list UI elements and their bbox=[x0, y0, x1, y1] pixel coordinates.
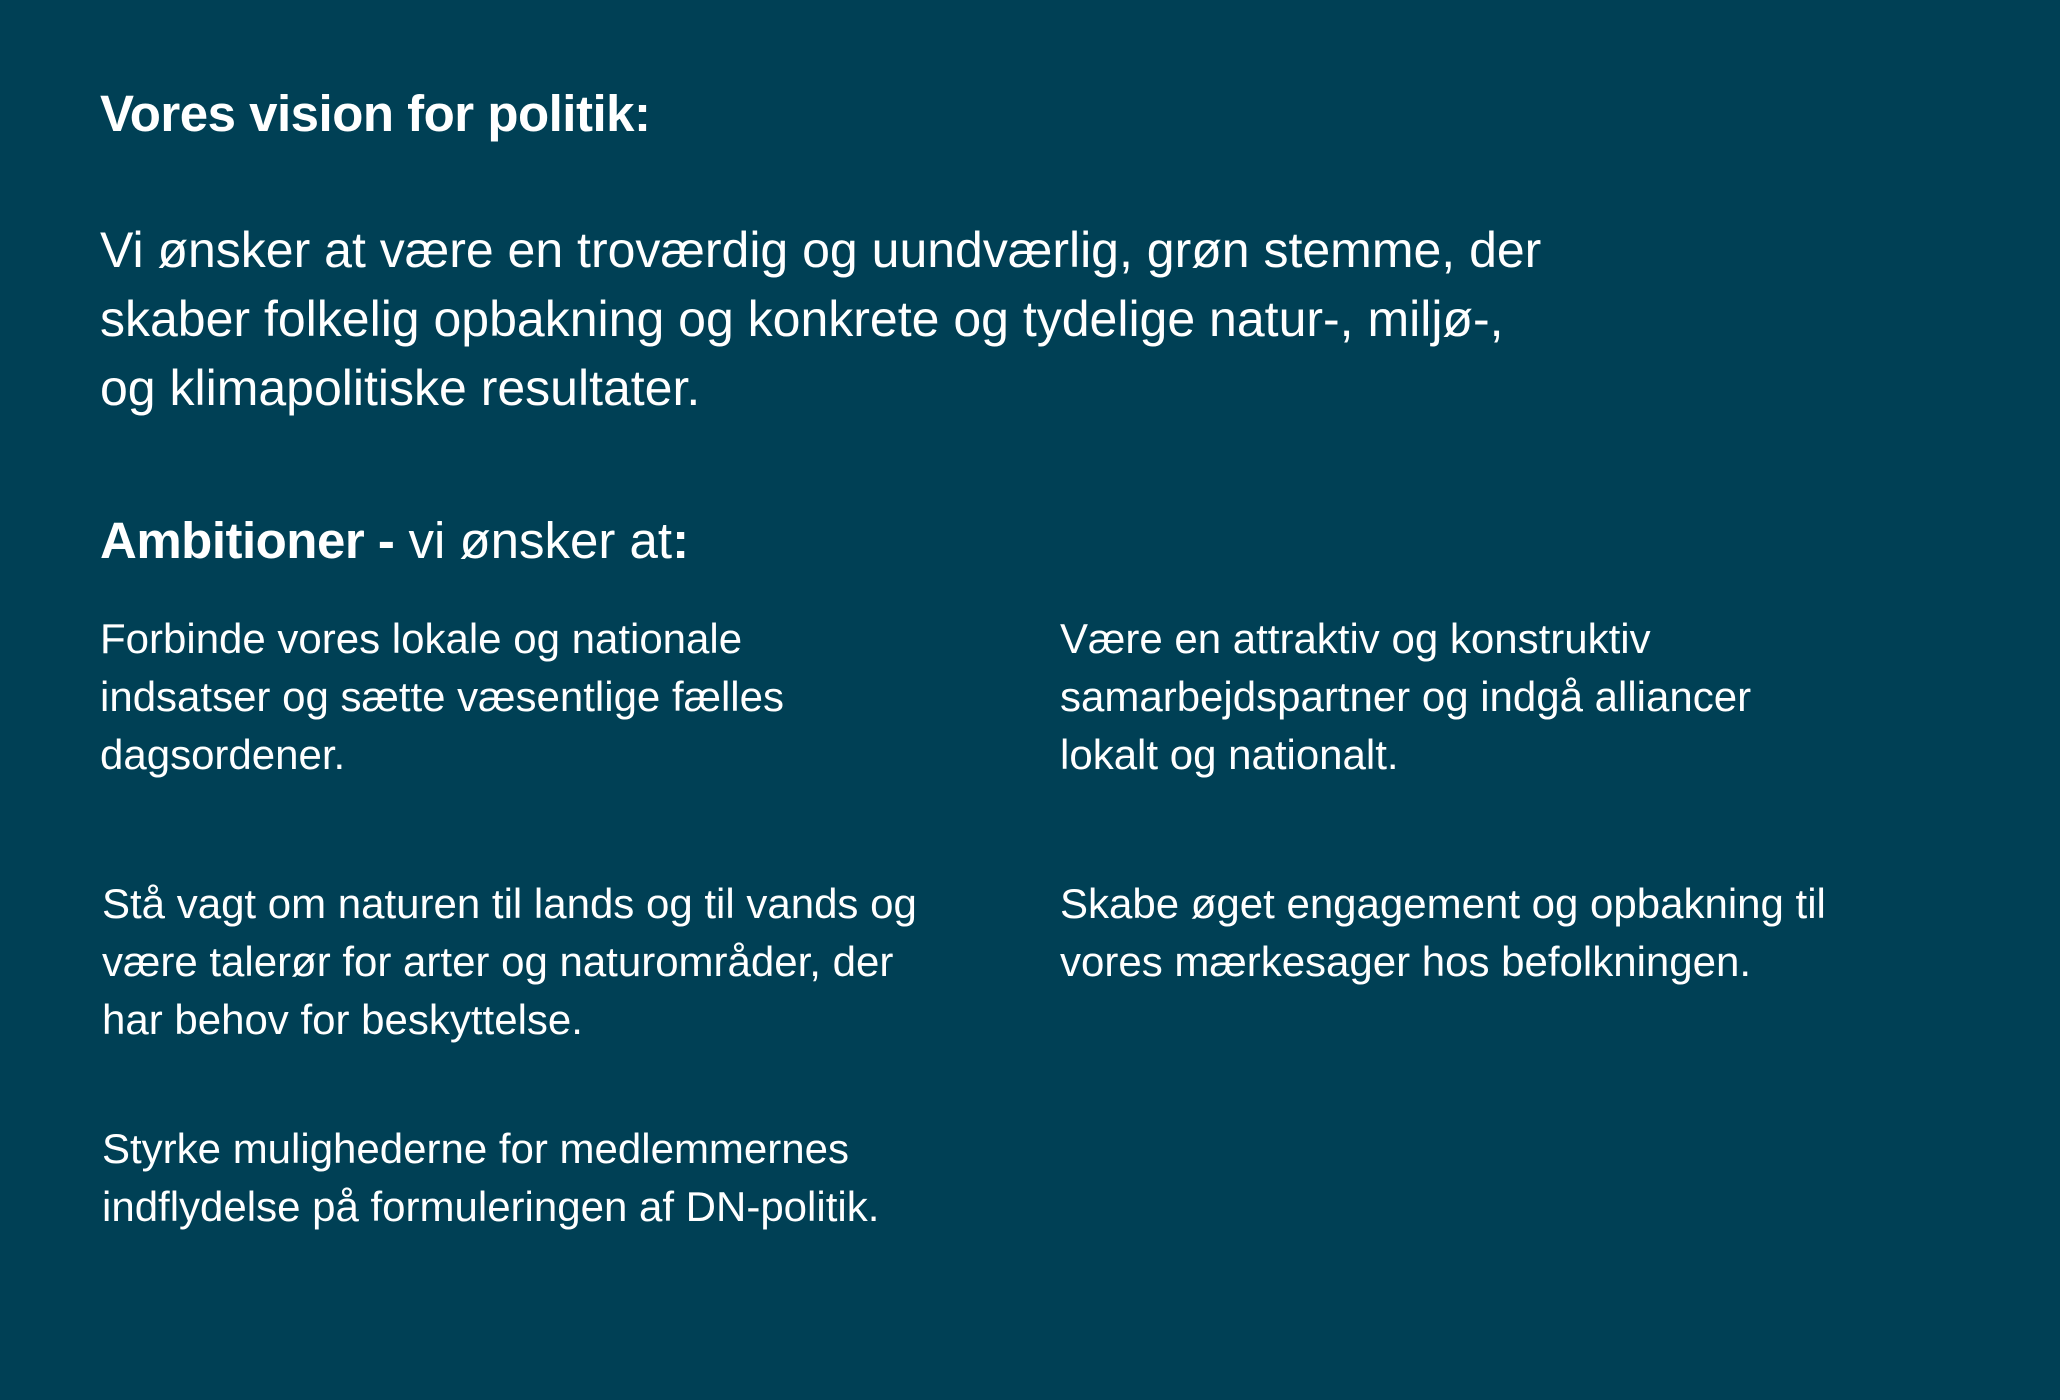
ambitions-heading bbox=[100, 505, 689, 577]
ambition-item-connect bbox=[100, 610, 784, 784]
ambition-line: Være en attraktiv og konstruktiv bbox=[1060, 615, 1651, 662]
ambition-line: lokalt og nationalt. bbox=[1060, 731, 1399, 778]
ambition-line: Forbinde vores lokale og nationale bbox=[100, 615, 743, 662]
ambition-line: Skabe øget engagement og opbakning til bbox=[1060, 880, 1826, 927]
ambition-item-member-influence bbox=[102, 1120, 879, 1236]
vision-line: Vi ønsker at være en troværdig og uundværlig, grøn stemme, der bbox=[100, 222, 1542, 278]
vision-statement bbox=[100, 216, 1800, 423]
ambition-line: samarbejdspartner og indgå alliancer bbox=[1060, 673, 1752, 720]
ambitions-heading-colon: : bbox=[672, 512, 690, 569]
ambition-line: indsatser og sætte væsentlige fælles bbox=[100, 673, 784, 720]
ambition-line: vores mærkesager hos befolkningen. bbox=[1060, 938, 1752, 985]
vision-heading: Vores vision for politik: bbox=[100, 85, 651, 142]
ambition-line: har behov for beskyttelse. bbox=[102, 996, 583, 1043]
vision-line: og klimapolitiske resultater. bbox=[100, 360, 701, 416]
ambition-line: Stå vagt om naturen til lands og til vands og bbox=[102, 880, 917, 927]
ambition-line: være talerør for arter og naturområder, der bbox=[102, 938, 894, 985]
ambitions-heading-regular: vi ønsker at bbox=[394, 512, 673, 569]
ambition-line: indflydelse på formuleringen af DN-politik. bbox=[102, 1183, 880, 1230]
ambition-item-partner bbox=[1060, 610, 1751, 784]
vision-line: skaber folkelig opbakning og konkrete og tydelige natur-, miljø-, bbox=[100, 291, 1504, 347]
ambition-line: Styrke mulighederne for medlemmernes bbox=[102, 1125, 849, 1172]
ambition-item-engagement bbox=[1060, 875, 1826, 991]
ambition-line: dagsordener. bbox=[100, 731, 346, 778]
ambitions-heading-bold: Ambitioner - bbox=[100, 512, 395, 569]
ambition-item-protect-nature bbox=[102, 875, 917, 1049]
